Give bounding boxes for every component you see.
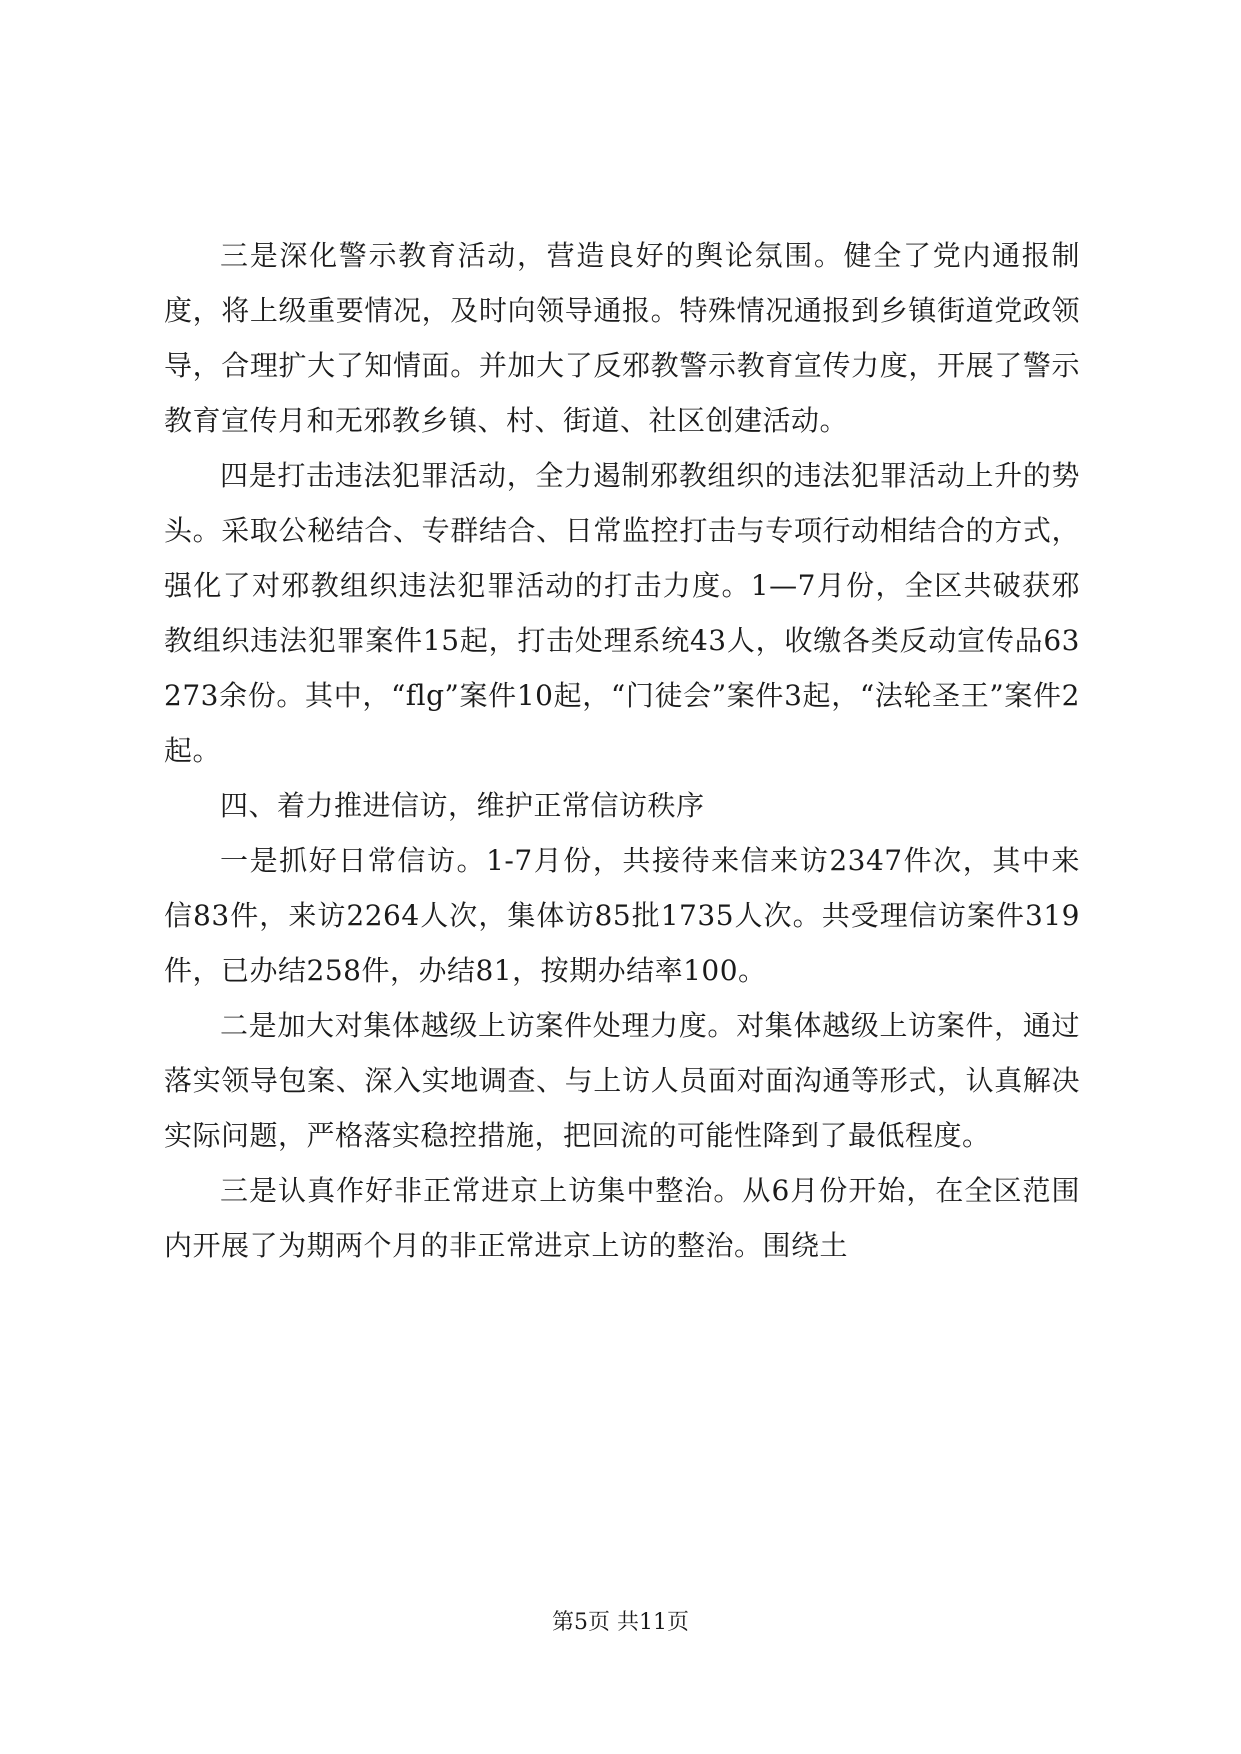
paragraph-collective-petitions: 二是加大对集体越级上访案件处理力度。对集体越级上访案件，通过落实领导包案、深入实地调查、与上访人员面对面沟通等形式，认真解决实际问题，严格落实稳控措施，把回流的可能性降到了最低程度。 [164, 1009, 1080, 1152]
paragraph-warning-education: 三是深化警示教育活动，营造良好的舆论氛围。健全了党内通报制度，将上级重要情况，及时向领导通报。特殊情况通报到乡镇街道党政领导，合理扩大了知情面。并加大了反邪教警示教育宣传力度，开展了警示教育宣传月和无邪教乡镇、村、街道、社区创建活动。 [164, 239, 1080, 437]
paragraph-crime-crackdown: 四是打击违法犯罪活动，全力遏制邪教组织的违法犯罪活动上升的势头。采取公秘结合、专群结合、日常监控打击与专项行动相结合的方式，强化了对邪教组织违法犯罪活动的打击力度。1—7月份，全区共破获邪教组织违法犯罪案件15起，打击处理系统43人，收缴各类反动宣传品63273余份。其中，“flg”案件10起，“门徒会”案件3起，“法轮圣王”案件2起。 [164, 459, 1080, 767]
section-heading-petitions: 四、着力推进信访，维护正常信访秩序 [220, 789, 705, 822]
page-number-footer: 第5页 共11页 [552, 1610, 689, 1635]
paragraph-beijing-petitions: 三是认真作好非正常进京上访集中整治。从6月份开始，在全区范围内开展了为期两个月的非正常进京上访的整治。围绕土 [164, 1174, 1080, 1262]
document-body [164, 228, 1080, 1273]
paragraph-daily-petitions: 一是抓好日常信访。1-7月份，共接待来信来访2347件次，其中来信83件，来访2264人次，集体访85批1735人次。共受理信访案件319件，已办结258件，办结81，按期办结率100。 [164, 844, 1080, 987]
